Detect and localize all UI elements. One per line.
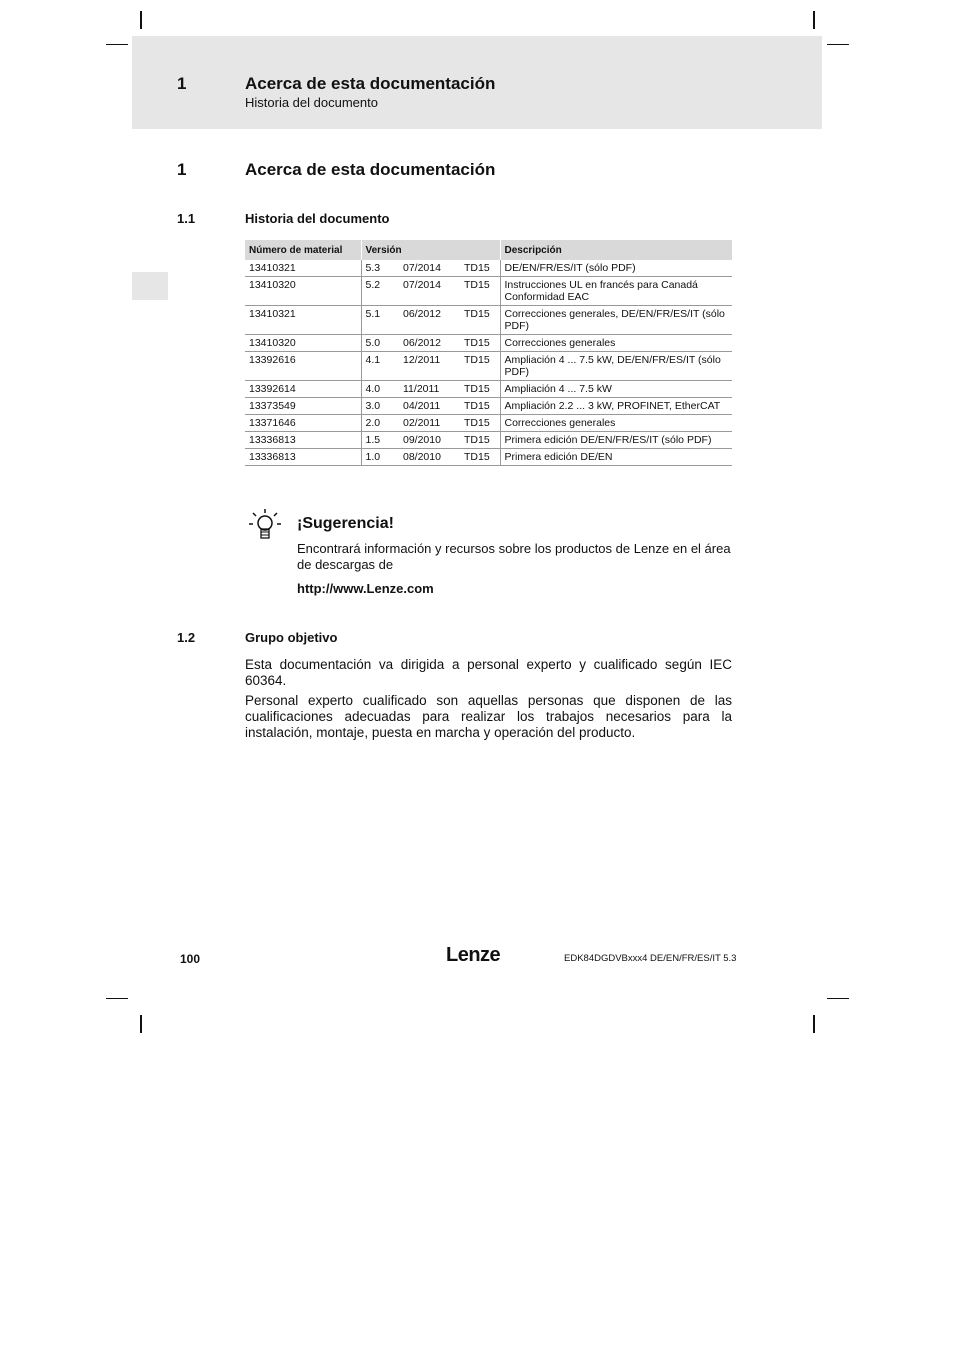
header-chapter-title: Acerca de esta documentación bbox=[245, 74, 496, 93]
date-cell: 11/2011 bbox=[399, 381, 460, 398]
description-column-header: Descripción bbox=[500, 240, 732, 260]
crop-mark bbox=[140, 11, 142, 29]
date-cell: 08/2010 bbox=[399, 449, 460, 466]
material-cell: 13410321 bbox=[245, 306, 361, 335]
table-row bbox=[245, 432, 732, 449]
header-chapter-number: 1 bbox=[177, 74, 187, 93]
version-cell: 5.3 bbox=[361, 260, 399, 277]
date-cell: 06/2012 bbox=[399, 335, 460, 352]
table-row bbox=[245, 335, 732, 352]
table-row bbox=[245, 277, 732, 306]
date-cell: 04/2011 bbox=[399, 398, 460, 415]
header-subtitle: Historia del documento bbox=[245, 95, 378, 110]
lightbulb-icon bbox=[248, 508, 282, 542]
date-cell: 07/2014 bbox=[399, 260, 460, 277]
subsection-title: Grupo objetivo bbox=[245, 630, 338, 645]
material-cell: 13410320 bbox=[245, 335, 361, 352]
crop-mark bbox=[813, 1015, 815, 1033]
description-cell: Primera edición DE/EN bbox=[500, 449, 732, 466]
td-cell: TD15 bbox=[460, 306, 500, 335]
document-history-table bbox=[245, 240, 733, 466]
td-cell: TD15 bbox=[460, 432, 500, 449]
page-number: 100 bbox=[180, 952, 201, 966]
tip-text: Encontrará información y recursos sobre los productos de Lenze en el área de descargas de bbox=[297, 541, 731, 572]
chapter-side-tab bbox=[132, 272, 168, 300]
version-cell: 5.0 bbox=[361, 335, 399, 352]
crop-mark bbox=[140, 1015, 142, 1033]
material-cell: 13410320 bbox=[245, 277, 361, 306]
crop-mark bbox=[813, 11, 815, 29]
section-title: Acerca de esta documentación bbox=[245, 160, 496, 179]
version-cell: 3.0 bbox=[361, 398, 399, 415]
table-row bbox=[245, 352, 732, 381]
td-cell: TD15 bbox=[460, 381, 500, 398]
section-number: 1 bbox=[177, 160, 187, 179]
material-column-header: Número de material bbox=[245, 240, 361, 260]
lenze-website-link[interactable]: http://www.Lenze.com bbox=[297, 581, 434, 596]
td-cell: TD15 bbox=[460, 398, 500, 415]
table-row bbox=[245, 306, 732, 335]
td-cell: TD15 bbox=[460, 415, 500, 432]
description-cell: DE/EN/FR/ES/IT (sólo PDF) bbox=[500, 260, 732, 277]
description-cell: Ampliación 4 ... 7.5 kW bbox=[500, 381, 732, 398]
table-row bbox=[245, 398, 732, 415]
subsection-number: 1.1 bbox=[177, 211, 196, 226]
table-row bbox=[245, 415, 732, 432]
date-cell: 02/2011 bbox=[399, 415, 460, 432]
version-cell: 5.2 bbox=[361, 277, 399, 306]
td-cell: TD15 bbox=[460, 260, 500, 277]
paragraph: Esta documentación va dirigida a personal experto y cualificado según IEC 60364. bbox=[245, 657, 732, 688]
version-cell: 2.0 bbox=[361, 415, 399, 432]
material-cell: 13373549 bbox=[245, 398, 361, 415]
lenze-logo: Lenze bbox=[446, 944, 501, 966]
material-cell: 13392616 bbox=[245, 352, 361, 381]
crop-mark bbox=[827, 998, 849, 999]
description-cell: Ampliación 2.2 ... 3 kW, PROFINET, EtherCAT bbox=[500, 398, 732, 415]
crop-mark bbox=[106, 44, 128, 45]
date-cell: 12/2011 bbox=[399, 352, 460, 381]
material-cell: 13336813 bbox=[245, 449, 361, 466]
version-cell: 5.1 bbox=[361, 306, 399, 335]
version-column-header: Versión bbox=[361, 240, 500, 260]
description-cell: Correcciones generales bbox=[500, 335, 732, 352]
date-cell: 06/2012 bbox=[399, 306, 460, 335]
material-cell: 13392614 bbox=[245, 381, 361, 398]
date-cell: 09/2010 bbox=[399, 432, 460, 449]
material-cell: 13336813 bbox=[245, 432, 361, 449]
description-cell: Ampliación 4 ... 7.5 kW, DE/EN/FR/ES/IT (sólo PDF) bbox=[500, 352, 732, 381]
description-cell: Instrucciones UL en francés para Canadá Conformidad EAC bbox=[500, 277, 732, 306]
table-row bbox=[245, 449, 732, 466]
tip-title: ¡Sugerencia! bbox=[297, 515, 394, 532]
table-row bbox=[245, 260, 732, 277]
paragraph: Personal experto cualificado son aquellas personas que disponen de las cualificaciones adecuadas para realizar los trabajos necesarios para la instalación, montaje, puesta en marcha y operación del producto. bbox=[245, 693, 732, 740]
version-cell: 1.0 bbox=[361, 449, 399, 466]
table-header-row bbox=[245, 240, 732, 260]
description-cell: Correcciones generales, DE/EN/FR/ES/IT (sólo PDF) bbox=[500, 306, 732, 335]
crop-mark bbox=[106, 998, 128, 999]
crop-mark bbox=[827, 44, 849, 45]
material-cell: 13410321 bbox=[245, 260, 361, 277]
subsection-title: Historia del documento bbox=[245, 211, 390, 226]
description-cell: Correcciones generales bbox=[500, 415, 732, 432]
table-row bbox=[245, 381, 732, 398]
subsection-number: 1.2 bbox=[177, 630, 196, 645]
material-cell: 13371646 bbox=[245, 415, 361, 432]
version-cell: 4.1 bbox=[361, 352, 399, 381]
version-cell: 4.0 bbox=[361, 381, 399, 398]
date-cell: 07/2014 bbox=[399, 277, 460, 306]
td-cell: TD15 bbox=[460, 352, 500, 381]
description-cell: Primera edición DE/EN/FR/ES/IT (sólo PDF) bbox=[500, 432, 732, 449]
td-cell: TD15 bbox=[460, 449, 500, 466]
document-id: EDK84DGDVBxxx4 DE/EN/FR/ES/IT 5.3 bbox=[564, 953, 737, 964]
version-cell: 1.5 bbox=[361, 432, 399, 449]
td-cell: TD15 bbox=[460, 277, 500, 306]
td-cell: TD15 bbox=[460, 335, 500, 352]
